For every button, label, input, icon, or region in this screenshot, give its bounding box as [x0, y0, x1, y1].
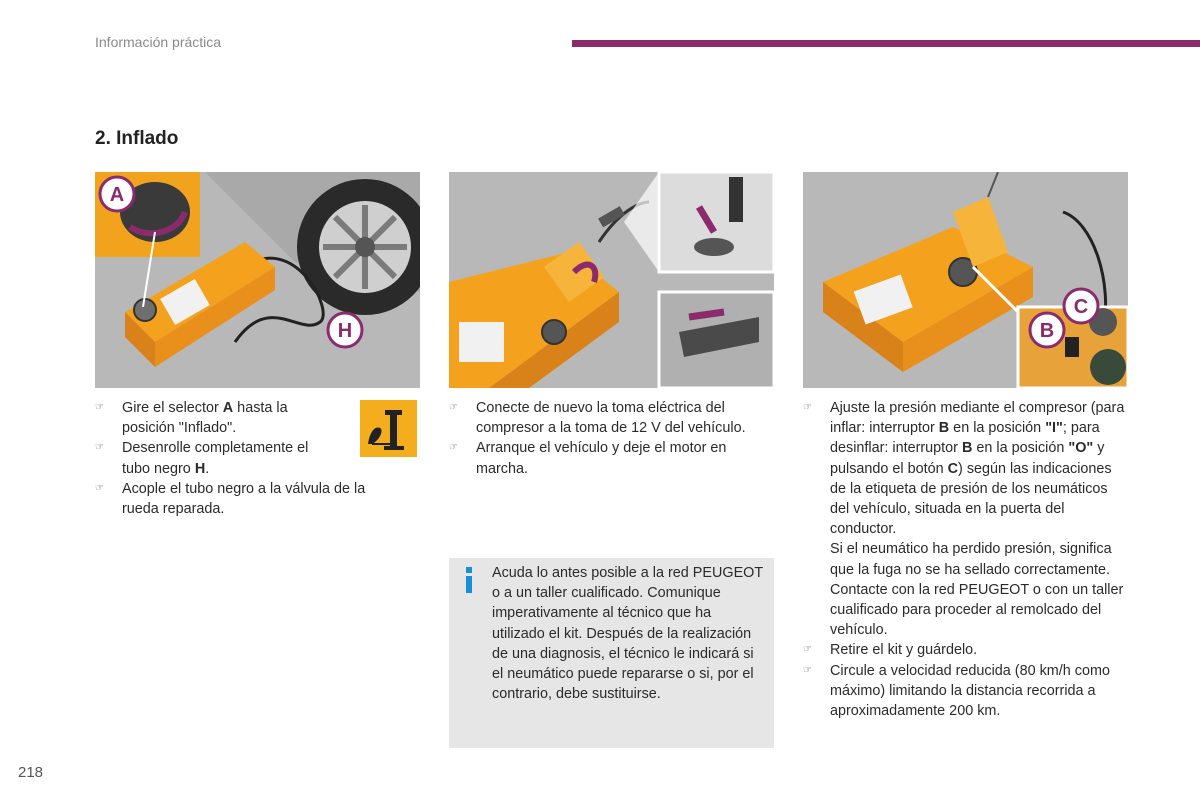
callout-a-badge: [97, 174, 137, 214]
list-item: ☞ Arranque el vehículo y deje el motor en marcha.: [449, 440, 727, 477]
bullet-hand-icon: ☞: [95, 482, 104, 494]
bullet-hand-icon: ☞: [95, 402, 104, 413]
callout-h-badge: [325, 310, 365, 350]
info-box: [449, 558, 774, 748]
bullet-hand-icon: ☞: [803, 402, 812, 413]
socket-zoom-inset: [659, 172, 774, 272]
svg-text:C: C: [1073, 296, 1089, 318]
figure-compressor-selector: [95, 172, 420, 388]
list-item: ☞ Gire el selector A hasta la posición "Inflado".: [95, 400, 288, 437]
instructions-column-3: [803, 398, 1128, 721]
instructions-column-1: [95, 398, 395, 519]
figure-pressure-adjustment: [803, 172, 1128, 388]
bullet-hand-icon: ☞: [95, 442, 104, 454]
list-item: ☞ Ajuste la presión mediante el compresor (para inflar: interruptor B en la posición "I"; para desinflar: interruptor B en la posición "O" y pulsando el botón C) según las indicaciones de la etiqueta de presión de los neumáticos del vehículo, situada en la puerta del conductor.: [803, 400, 1125, 538]
pressure-adjustment-illustration: [803, 172, 1128, 388]
ignition-zoom-inset: [659, 292, 774, 388]
list-item: ☞ Retire el kit y guárdelo.: [803, 640, 1128, 660]
continuation-paragraph: Si el neumático ha perdido presión, significa que la fuga no se ha sellado correctamente. Contacte con la red PEUGEOT o con un taller cualificado para proceder al remolcado del vehículo.: [830, 541, 1124, 639]
12v-connection-illustration: [449, 172, 774, 388]
bullet-hand-icon: ☞: [803, 644, 812, 656]
info-icon: [463, 567, 475, 593]
svg-text:B: B: [1039, 320, 1055, 342]
header-accent-bar: [572, 40, 1200, 47]
instructions-column-2: [449, 398, 774, 479]
list-item: ☞ Acople el tubo negro a la válvula de la rueda reparada.: [95, 480, 366, 518]
bullet-hand-icon: ☞: [803, 664, 812, 676]
callout-b-badge: [1027, 310, 1067, 350]
list-item: ☞ Circule a velocidad reducida (80 km/h como máximo) limitando la distancia recorrida a aproximadamente 200 km.: [803, 662, 1110, 720]
header-section-label: Información práctica: [95, 34, 222, 50]
list-item: ☞ Desenrolle completamente el tubo negro H.: [95, 440, 309, 477]
bullet-hand-icon: ☞: [449, 402, 458, 413]
page-number: 218: [18, 764, 44, 781]
callout-c-badge: [1061, 286, 1101, 326]
tire-pump-icon: [360, 400, 417, 457]
section-title: 2. Inflado: [95, 128, 179, 149]
svg-text:A: A: [109, 184, 125, 206]
bullet-hand-icon: ☞: [449, 442, 458, 454]
figure-12v-connection: [449, 172, 774, 388]
info-box-text: Acuda lo antes posible a la red PEUGEOT o a un taller cualificado. Comunique imperativamente al técnico que ha utilizado el kit. Después de la realización de una diagnosis, el técnico le indicará si el neumático puede repararse o si, por el contrario, debe sustituirse.: [492, 565, 763, 703]
compressor-selector-illustration: [95, 172, 420, 388]
list-item: ☞ Conecte de nuevo la toma eléctrica del compresor a la toma de 12 V del vehículo.: [449, 400, 746, 437]
svg-text:H: H: [337, 320, 353, 342]
